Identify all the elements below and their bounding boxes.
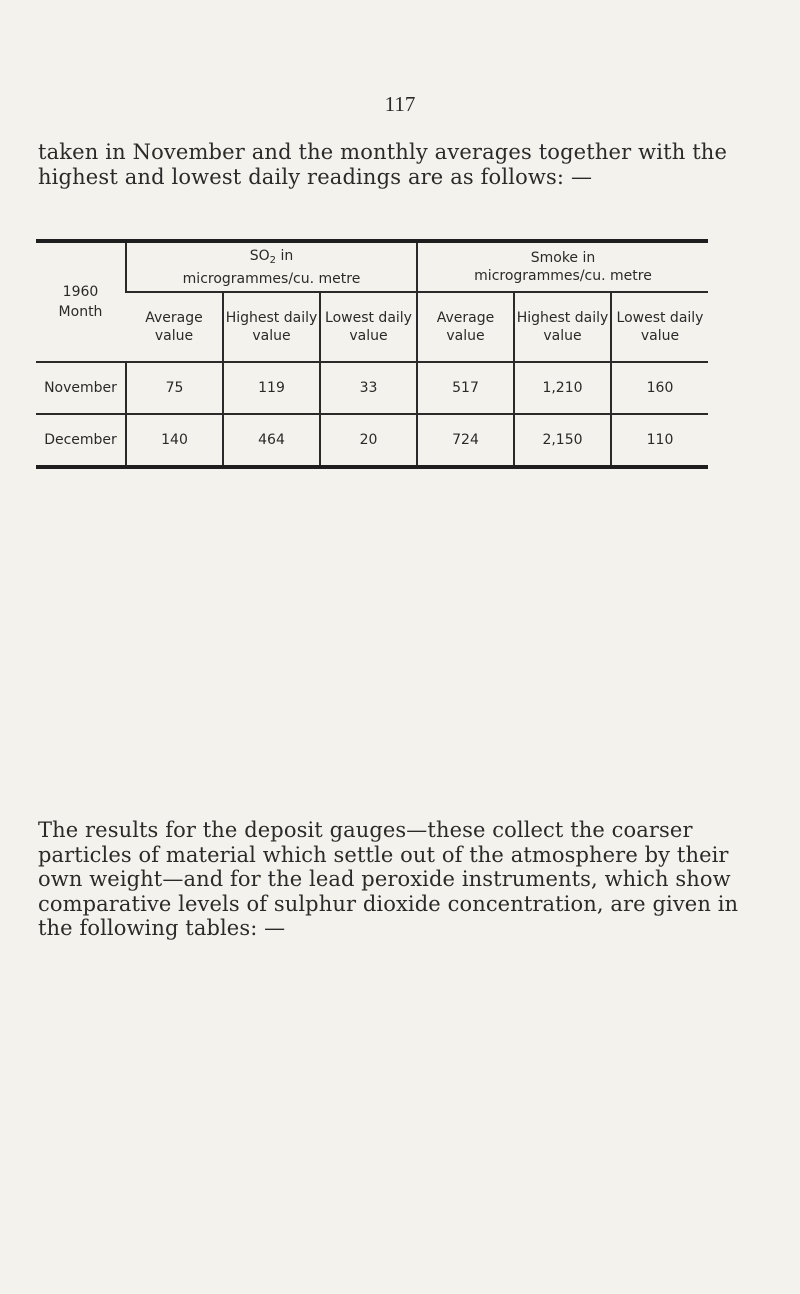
value-cell: 140 — [126, 414, 223, 467]
sub-header-cell: Highest daily value — [514, 292, 611, 362]
value-cell: 75 — [126, 362, 223, 414]
so2-group-header — [126, 241, 417, 292]
smoke-group-header — [417, 241, 708, 292]
value-cell: 20 — [320, 414, 417, 467]
month-column-header — [36, 241, 126, 362]
value-cell: 110 — [611, 414, 708, 467]
value-cell: 464 — [223, 414, 320, 467]
value-cell: 1,210 — [514, 362, 611, 414]
so2-label-suffix: in — [276, 247, 294, 264]
table-row — [36, 414, 708, 467]
month-cell: December — [44, 432, 117, 448]
so2-unit: microgrammes/cu. metre — [182, 270, 361, 287]
outro-text: The results for the deposit gauges—these collect the coarser particles of material which settle out of the atmosphere by their own weight—and for the lead peroxide instruments, which show comparative levels of sulphur dioxide concentration, are given in the following tables: — — [38, 818, 739, 940]
sub-header-cell: Lowest daily value — [611, 292, 708, 362]
so2-label: SO — [249, 247, 270, 264]
year-label: 1960 — [62, 284, 99, 300]
value-cell: 724 — [417, 414, 514, 467]
value-cell: 2,150 — [514, 414, 611, 467]
so2-subscript: 2 — [269, 254, 277, 266]
smoke-label: Smoke in — [530, 250, 596, 266]
sub-header-row — [36, 292, 708, 362]
sub-header-cell: Highest daily value — [223, 292, 320, 362]
page-number: 117 — [384, 92, 416, 116]
table-body — [36, 362, 708, 467]
month-label: Month — [58, 304, 103, 320]
sub-header-cell: Lowest daily value — [320, 292, 417, 362]
outro-paragraph — [38, 818, 768, 941]
smoke-unit: microgrammes/cu. metre — [474, 268, 652, 284]
sub-header-cell: Average value — [417, 292, 514, 362]
pollution-readings-table — [36, 239, 708, 469]
value-cell: 119 — [223, 362, 320, 414]
intro-paragraph: taken in November and the monthly averages together with the highest and lowest daily readings are as follows: — — [38, 140, 728, 189]
value-cell: 33 — [320, 362, 417, 414]
sub-header-cell: Average value — [126, 292, 223, 362]
value-cell: 160 — [611, 362, 708, 414]
month-cell: November — [36, 362, 126, 414]
table-row — [36, 362, 708, 414]
value-cell: 517 — [417, 362, 514, 414]
